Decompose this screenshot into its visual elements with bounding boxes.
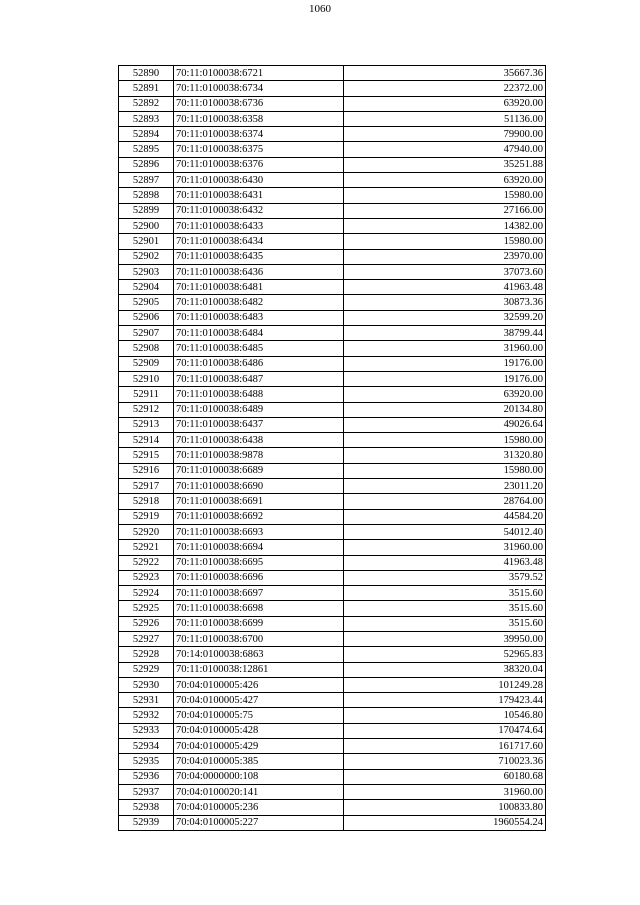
cadastral-number-cell: 70:11:0100038:6698 <box>174 601 344 616</box>
cadastral-value-cell: 23011.20 <box>344 479 546 494</box>
cadastral-value-cell: 79900.00 <box>344 127 546 142</box>
cadastral-number-cell: 70:11:0100038:6485 <box>174 341 344 356</box>
row-number-cell: 52932 <box>119 708 174 723</box>
row-number-cell: 52911 <box>119 387 174 402</box>
cadastral-value-cell: 47940.00 <box>344 142 546 157</box>
row-number-cell: 52931 <box>119 693 174 708</box>
cadastral-value-cell: 63920.00 <box>344 173 546 188</box>
cadastral-value-cell: 3515.60 <box>344 586 546 601</box>
row-number-cell: 52908 <box>119 341 174 356</box>
row-number-cell: 52915 <box>119 448 174 463</box>
row-number-cell: 52894 <box>119 127 174 142</box>
table-row <box>119 218 546 233</box>
row-number-cell: 52926 <box>119 616 174 631</box>
row-number-cell: 52907 <box>119 326 174 341</box>
table-row <box>119 601 546 616</box>
cadastral-number-cell: 70:04:0100005:385 <box>174 754 344 769</box>
row-number-cell: 52898 <box>119 188 174 203</box>
row-number-cell: 52928 <box>119 647 174 662</box>
table-row <box>119 417 546 432</box>
cadastral-value-cell: 19176.00 <box>344 371 546 386</box>
row-number-cell: 52900 <box>119 218 174 233</box>
cadastral-value-cell: 30873.36 <box>344 295 546 310</box>
cadastral-number-cell: 70:11:0100038:6486 <box>174 356 344 371</box>
table-row <box>119 433 546 448</box>
row-number-cell: 52897 <box>119 173 174 188</box>
cadastral-number-cell: 70:11:0100038:6691 <box>174 494 344 509</box>
row-number-cell: 52890 <box>119 66 174 81</box>
row-number-cell: 52920 <box>119 524 174 539</box>
cadastral-number-cell: 70:11:0100038:6694 <box>174 540 344 555</box>
cadastral-number-cell: 70:11:0100038:6438 <box>174 433 344 448</box>
cadastral-number-cell: 70:14:0100038:6863 <box>174 647 344 662</box>
row-number-cell: 52929 <box>119 662 174 677</box>
cadastral-value-cell: 15980.00 <box>344 234 546 249</box>
cadastral-number-cell: 70:11:0100038:6435 <box>174 249 344 264</box>
cadastral-number-cell: 70:11:0100038:6434 <box>174 234 344 249</box>
cadastral-number-cell: 70:11:0100038:6432 <box>174 203 344 218</box>
row-number-cell: 52902 <box>119 249 174 264</box>
cadastral-value-cell: 31320.80 <box>344 448 546 463</box>
cadastral-value-cell: 54012.40 <box>344 524 546 539</box>
table-row <box>119 494 546 509</box>
table-row <box>119 815 546 830</box>
row-number-cell: 52938 <box>119 800 174 815</box>
cadastral-number-cell: 70:11:0100038:6700 <box>174 631 344 646</box>
table-row <box>119 509 546 524</box>
table-row <box>119 570 546 585</box>
table-row <box>119 402 546 417</box>
cadastral-value-cell: 63920.00 <box>344 96 546 111</box>
table-row <box>119 723 546 738</box>
cadastral-value-cell: 28764.00 <box>344 494 546 509</box>
cadastral-number-cell: 70:04:0100005:227 <box>174 815 344 830</box>
row-number-cell: 52914 <box>119 433 174 448</box>
cadastral-value-cell: 19176.00 <box>344 356 546 371</box>
cadastral-number-cell: 70:11:0100038:6692 <box>174 509 344 524</box>
cadastral-number-cell: 70:11:0100038:6689 <box>174 463 344 478</box>
cadastral-value-cell: 31960.00 <box>344 540 546 555</box>
cadastral-number-cell: 70:04:0100005:429 <box>174 739 344 754</box>
cadastral-number-cell: 70:11:0100038:12861 <box>174 662 344 677</box>
row-number-cell: 52925 <box>119 601 174 616</box>
cadastral-number-cell: 70:11:0100038:6734 <box>174 81 344 96</box>
table-row <box>119 66 546 81</box>
cadastral-number-cell: 70:11:0100038:6484 <box>174 326 344 341</box>
table-row <box>119 769 546 784</box>
cadastral-value-cell: 49026.64 <box>344 417 546 432</box>
cadastral-value-cell: 10546.80 <box>344 708 546 723</box>
cadastral-number-cell: 70:11:0100038:6483 <box>174 310 344 325</box>
table-row <box>119 662 546 677</box>
table-row <box>119 157 546 172</box>
table-row <box>119 127 546 142</box>
cadastral-number-cell: 70:04:0100020:141 <box>174 784 344 799</box>
cadastral-number-cell: 70:11:0100038:6489 <box>174 402 344 417</box>
cadastral-number-cell: 70:11:0100038:6437 <box>174 417 344 432</box>
table-row <box>119 693 546 708</box>
table-row <box>119 677 546 692</box>
cadastral-value-cell: 31960.00 <box>344 341 546 356</box>
cadastral-number-cell: 70:04:0000000:108 <box>174 769 344 784</box>
cadastral-number-cell: 70:11:0100038:6736 <box>174 96 344 111</box>
cadastral-number-cell: 70:04:0100005:236 <box>174 800 344 815</box>
cadastral-value-cell: 3579.52 <box>344 570 546 585</box>
table-row <box>119 387 546 402</box>
table-row <box>119 616 546 631</box>
table-row <box>119 586 546 601</box>
row-number-cell: 52933 <box>119 723 174 738</box>
cadastral-value-cell: 37073.60 <box>344 264 546 279</box>
cadastral-value-cell: 710023.36 <box>344 754 546 769</box>
table-row <box>119 479 546 494</box>
row-number-cell: 52917 <box>119 479 174 494</box>
cadastral-value-cell: 1960554.24 <box>344 815 546 830</box>
cadastral-number-cell: 70:04:0100005:75 <box>174 708 344 723</box>
row-number-cell: 52916 <box>119 463 174 478</box>
cadastral-value-table <box>118 65 546 831</box>
row-number-cell: 52936 <box>119 769 174 784</box>
table-row <box>119 356 546 371</box>
row-number-cell: 52903 <box>119 264 174 279</box>
table-row <box>119 784 546 799</box>
row-number-cell: 52912 <box>119 402 174 417</box>
cadastral-value-cell: 100833.80 <box>344 800 546 815</box>
cadastral-value-cell: 15980.00 <box>344 188 546 203</box>
row-number-cell: 52921 <box>119 540 174 555</box>
row-number-cell: 52893 <box>119 111 174 126</box>
cadastral-number-cell: 70:11:0100038:6695 <box>174 555 344 570</box>
table-row <box>119 280 546 295</box>
cadastral-value-cell: 51136.00 <box>344 111 546 126</box>
table-row <box>119 142 546 157</box>
table-row <box>119 326 546 341</box>
row-number-cell: 52937 <box>119 784 174 799</box>
row-number-cell: 52899 <box>119 203 174 218</box>
cadastral-number-cell: 70:11:0100038:6699 <box>174 616 344 631</box>
row-number-cell: 52923 <box>119 570 174 585</box>
cadastral-number-cell: 70:04:0100005:428 <box>174 723 344 738</box>
row-number-cell: 52910 <box>119 371 174 386</box>
row-number-cell: 52922 <box>119 555 174 570</box>
table-row <box>119 264 546 279</box>
table-row <box>119 631 546 646</box>
cadastral-value-cell: 20134.80 <box>344 402 546 417</box>
row-number-cell: 52934 <box>119 739 174 754</box>
cadastral-value-cell: 41963.48 <box>344 280 546 295</box>
cadastral-number-cell: 70:11:0100038:6481 <box>174 280 344 295</box>
cadastral-number-cell: 70:11:0100038:6374 <box>174 127 344 142</box>
table-row <box>119 647 546 662</box>
table-row <box>119 341 546 356</box>
cadastral-number-cell: 70:04:0100005:426 <box>174 677 344 692</box>
cadastral-value-cell: 32599.20 <box>344 310 546 325</box>
table-row <box>119 203 546 218</box>
table-row <box>119 448 546 463</box>
cadastral-value-cell: 41963.48 <box>344 555 546 570</box>
table-row <box>119 524 546 539</box>
row-number-cell: 52924 <box>119 586 174 601</box>
table-row <box>119 555 546 570</box>
table-row <box>119 754 546 769</box>
table-row <box>119 800 546 815</box>
cadastral-number-cell: 70:11:0100038:6721 <box>174 66 344 81</box>
table-row <box>119 111 546 126</box>
cadastral-value-cell: 15980.00 <box>344 433 546 448</box>
cadastral-number-cell: 70:11:0100038:6690 <box>174 479 344 494</box>
row-number-cell: 52906 <box>119 310 174 325</box>
cadastral-value-cell: 63920.00 <box>344 387 546 402</box>
cadastral-value-cell: 22372.00 <box>344 81 546 96</box>
table-body <box>119 66 546 831</box>
cadastral-number-cell: 70:11:0100038:6482 <box>174 295 344 310</box>
cadastral-value-cell: 27166.00 <box>344 203 546 218</box>
row-number-cell: 52901 <box>119 234 174 249</box>
cadastral-value-cell: 38320.04 <box>344 662 546 677</box>
row-number-cell: 52909 <box>119 356 174 371</box>
cadastral-value-cell: 14382.00 <box>344 218 546 233</box>
cadastral-value-cell: 170474.64 <box>344 723 546 738</box>
table-row <box>119 96 546 111</box>
row-number-cell: 52892 <box>119 96 174 111</box>
cadastral-number-cell: 70:11:0100038:9878 <box>174 448 344 463</box>
cadastral-number-cell: 70:11:0100038:6693 <box>174 524 344 539</box>
cadastral-number-cell: 70:04:0100005:427 <box>174 693 344 708</box>
cadastral-value-cell: 38799.44 <box>344 326 546 341</box>
cadastral-value-cell: 23970.00 <box>344 249 546 264</box>
table-row <box>119 708 546 723</box>
row-number-cell: 52918 <box>119 494 174 509</box>
cadastral-value-cell: 101249.28 <box>344 677 546 692</box>
cadastral-number-cell: 70:11:0100038:6375 <box>174 142 344 157</box>
cadastral-value-cell: 31960.00 <box>344 784 546 799</box>
cadastral-value-cell: 35667.36 <box>344 66 546 81</box>
cadastral-value-cell: 60180.68 <box>344 769 546 784</box>
cadastral-value-cell: 3515.60 <box>344 601 546 616</box>
table-row <box>119 234 546 249</box>
row-number-cell: 52891 <box>119 81 174 96</box>
row-number-cell: 52935 <box>119 754 174 769</box>
cadastral-value-cell: 52965.83 <box>344 647 546 662</box>
cadastral-value-cell: 44584.20 <box>344 509 546 524</box>
row-number-cell: 52895 <box>119 142 174 157</box>
cadastral-value-cell: 179423.44 <box>344 693 546 708</box>
table-row <box>119 540 546 555</box>
cadastral-value-cell: 15980.00 <box>344 463 546 478</box>
row-number-cell: 52896 <box>119 157 174 172</box>
cadastral-value-cell: 35251.88 <box>344 157 546 172</box>
cadastral-number-cell: 70:11:0100038:6487 <box>174 371 344 386</box>
row-number-cell: 52927 <box>119 631 174 646</box>
table-row <box>119 188 546 203</box>
table-row <box>119 295 546 310</box>
table-row <box>119 310 546 325</box>
cadastral-number-cell: 70:11:0100038:6697 <box>174 586 344 601</box>
cadastral-number-cell: 70:11:0100038:6436 <box>174 264 344 279</box>
table-row <box>119 173 546 188</box>
row-number-cell: 52939 <box>119 815 174 830</box>
cadastral-number-cell: 70:11:0100038:6431 <box>174 188 344 203</box>
cadastral-number-cell: 70:11:0100038:6430 <box>174 173 344 188</box>
table-row <box>119 463 546 478</box>
cadastral-value-cell: 161717.60 <box>344 739 546 754</box>
table-row <box>119 371 546 386</box>
row-number-cell: 52919 <box>119 509 174 524</box>
row-number-cell: 52905 <box>119 295 174 310</box>
table-row <box>119 249 546 264</box>
table-row <box>119 81 546 96</box>
page-number: 1060 <box>309 3 331 15</box>
cadastral-number-cell: 70:11:0100038:6376 <box>174 157 344 172</box>
cadastral-number-cell: 70:11:0100038:6696 <box>174 570 344 585</box>
row-number-cell: 52913 <box>119 417 174 432</box>
row-number-cell: 52904 <box>119 280 174 295</box>
cadastral-value-cell: 39950.00 <box>344 631 546 646</box>
cadastral-value-cell: 3515.60 <box>344 616 546 631</box>
table-row <box>119 739 546 754</box>
cadastral-number-cell: 70:11:0100038:6488 <box>174 387 344 402</box>
cadastral-number-cell: 70:11:0100038:6433 <box>174 218 344 233</box>
cadastral-number-cell: 70:11:0100038:6358 <box>174 111 344 126</box>
row-number-cell: 52930 <box>119 677 174 692</box>
